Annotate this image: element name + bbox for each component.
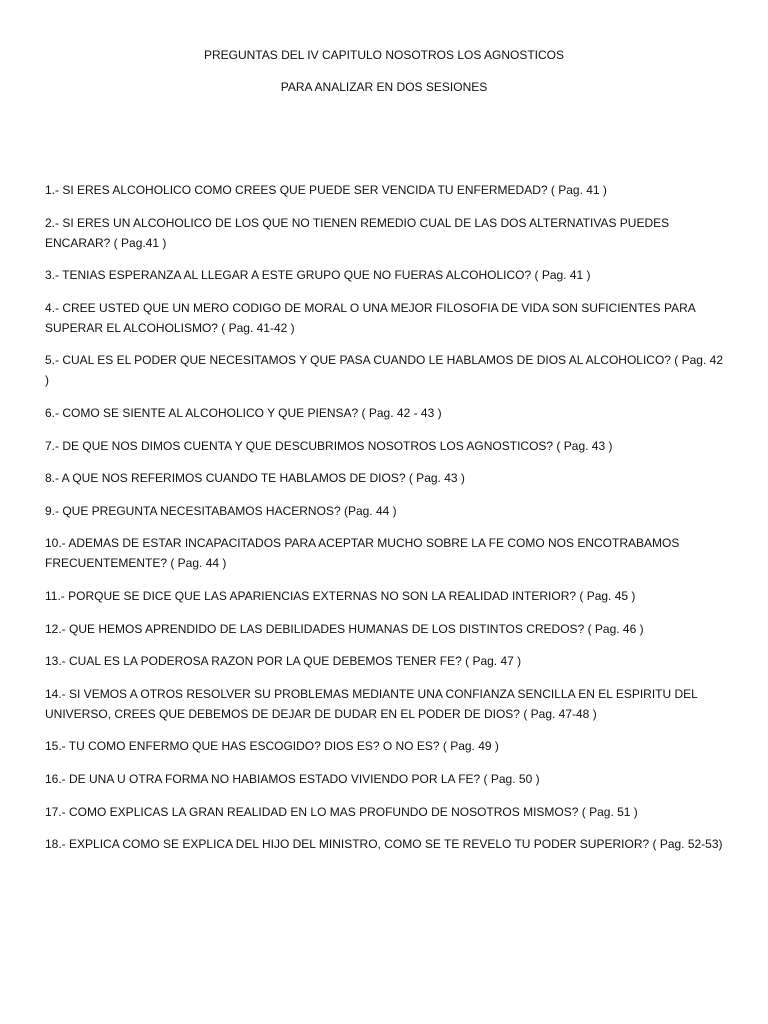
question-item: 1.- SI ERES ALCOHOLICO COMO CREES QUE PUEDE SER VENCIDA TU ENFERMEDAD? ( Pag. 41 ): [45, 183, 607, 197]
question-list: [45, 180, 730, 867]
question-item: 5.- CUAL ES EL PODER QUE NECESITAMOS Y QUE PASA CUANDO LE HABLAMOS DE DIOS AL ALCOHOLICO? ( Pag. 42 ): [45, 353, 723, 388]
question-item: 8.- A QUE NOS REFERIMOS CUANDO TE HABLAMOS DE DIOS? ( Pag. 43 ): [45, 471, 465, 486]
question-item: 13.- CUAL ES LA PODEROSA RAZON POR LA QUE DEBEMOS TENER FE? ( Pag. 47 ): [45, 654, 522, 669]
question-item: 3.- TENIAS ESPERANZA AL LLEGAR A ESTE GRUPO QUE NO FUERAS ALCOHOLICO? ( Pag. 41 ): [45, 268, 591, 283]
question-item: 12.- QUE HEMOS APRENDIDO DE LAS DEBILIDADES HUMANAS DE LOS DISTINTOS CREDOS? ( Pag. 46 ): [45, 621, 644, 636]
question-item: 7.- DE QUE NOS DIMOS CUENTA Y QUE DESCUBRIMOS NOSOTROS LOS AGNOSTICOS? ( Pag. 43 ): [45, 438, 613, 453]
question-item: 16.- DE UNA U OTRA FORMA NO HABIAMOS ESTADO VIVIENDO POR LA FE? ( Pag. 50 ): [45, 771, 540, 786]
question-item: 11.- PORQUE SE DICE QUE LAS APARIENCIAS EXTERNAS NO SON LA REALIDAD INTERIOR? ( Pag. 45 ): [45, 588, 636, 603]
question-item: 10.- ADEMAS DE ESTAR INCAPACITADOS PARA ACEPTAR MUCHO SOBRE LA FE COMO NOS ENCOTRABAMOS FRECUENTEMENTE? ( Pag. 44 ): [45, 536, 680, 571]
document-subtitle: PARA ANALIZAR EN DOS SESIONES: [280, 80, 488, 94]
question-item: 4.- CREE USTED QUE UN MERO CODIGO DE MORAL O UNA MEJOR FILOSOFIA DE VIDA SON SUFICIENTES PARA SUPERAR EL ALCOHOLISMO? ( Pag. 41-42 ): [45, 300, 696, 335]
question-item: 2.- SI ERES UN ALCOHOLICO DE LOS QUE NO TIENEN REMEDIO CUAL DE LAS DOS ALTERNATIVAS PUEDES ENCARAR? ( Pag.41 ): [45, 215, 670, 250]
document-title: PREGUNTAS DEL IV CAPITULO NOSOTROS LOS AGNOSTICOS: [203, 48, 565, 62]
question-item: 6.- COMO SE SIENTE AL ALCOHOLICO Y QUE PIENSA? ( Pag. 42 - 43 ): [45, 405, 442, 420]
question-item: 15.- TU COMO ENFERMO QUE HAS ESCOGIDO? DIOS ES? O NO ES? ( Pag. 49 ): [45, 739, 499, 754]
question-item: 9.- QUE PREGUNTA NECESITABAMOS HACERNOS? (Pag. 44 ): [45, 503, 397, 518]
question-item: 14.- SI VEMOS A OTROS RESOLVER SU PROBLEMAS MEDIANTE UNA CONFIANZA SENCILLA EN EL ESPIRITU DEL UNIVERSO, CREES QUE DEBEMOS DE DEJAR DE DUDAR EN EL PODER DE DIOS? ( Pag. 47-48 ): [45, 686, 698, 721]
question-item: 17.- COMO EXPLICAS LA GRAN REALIDAD EN LO MAS PROFUNDO DE NOSOTROS MISMOS? ( Pag. 51 ): [45, 804, 638, 819]
question-item: 18.- EXPLICA COMO SE EXPLICA DEL HIJO DEL MINISTRO, COMO SE TE REVELO TU PODER SUPERIOR? ( Pag. 52-53): [45, 837, 723, 852]
